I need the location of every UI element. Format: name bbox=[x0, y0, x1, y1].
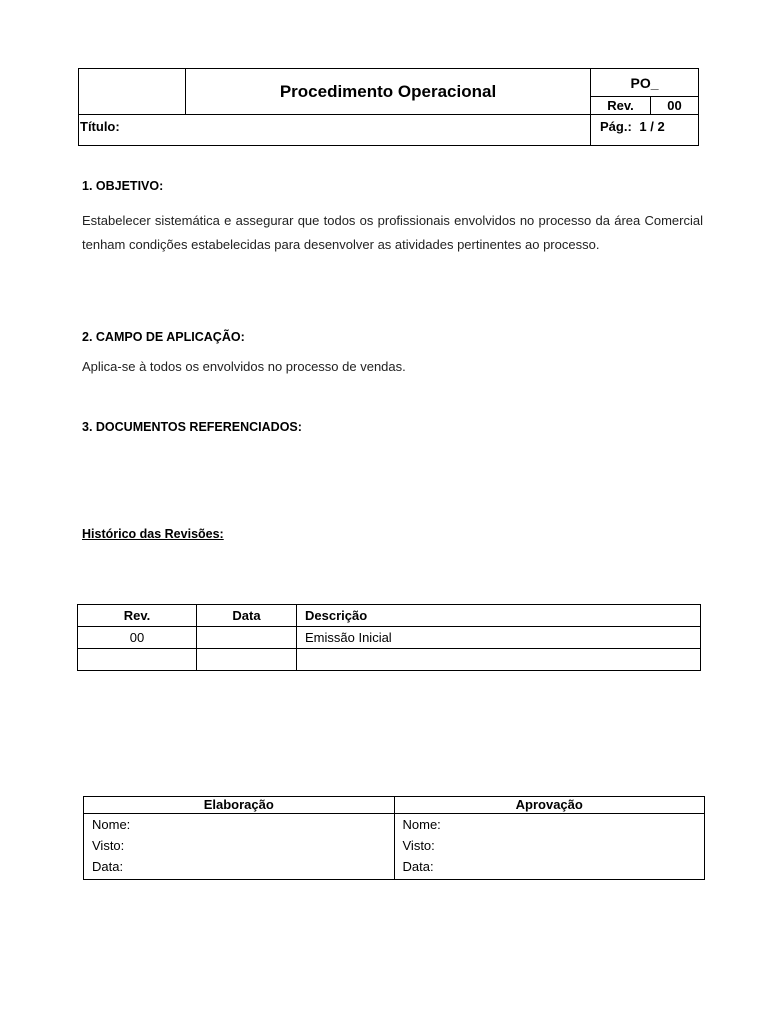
data-label: Data: bbox=[402, 859, 434, 874]
cell-rev: 00 bbox=[78, 627, 197, 649]
cell-descricao: Emissão Inicial bbox=[297, 627, 701, 649]
page-value: 1 / 2 bbox=[639, 119, 665, 134]
column-header-descricao: Descrição bbox=[297, 605, 701, 627]
column-header-elaboracao: Elaboração bbox=[84, 797, 395, 814]
visto-label: Visto: bbox=[92, 838, 125, 853]
elaboracao-cell bbox=[84, 814, 395, 880]
page-indicator bbox=[600, 119, 665, 134]
cell-descricao bbox=[297, 649, 701, 671]
section-text-campo: Aplica-se à todos os envolvidos no processo de vendas. bbox=[82, 359, 406, 374]
table-row bbox=[84, 814, 705, 880]
table-header-row bbox=[78, 605, 701, 627]
column-header-aprovacao: Aprovação bbox=[394, 797, 705, 814]
column-header-rev: Rev. bbox=[78, 605, 197, 627]
table-row bbox=[78, 649, 701, 671]
header-logo-cell bbox=[79, 69, 185, 114]
section-text-objetivo: Estabelecer sistemática e assegurar que todos os profissionais envolvidos no processo da área Comercial tenham condições estabelecidas para desenvolver as atividades pertinentes ao processo. bbox=[82, 213, 703, 252]
nome-label: Nome: bbox=[92, 817, 131, 832]
aprovacao-cell bbox=[394, 814, 705, 880]
nome-label: Nome: bbox=[402, 817, 441, 832]
document-code: PO_ bbox=[630, 75, 659, 91]
table-row bbox=[78, 627, 701, 649]
cell-rev bbox=[78, 649, 197, 671]
visto-label: Visto: bbox=[402, 838, 435, 853]
data-label: Data: bbox=[92, 859, 124, 874]
cell-data bbox=[197, 649, 297, 671]
revision-label: Rev. bbox=[607, 98, 634, 113]
history-heading: Histórico das Revisões: bbox=[82, 527, 224, 541]
page-label: Pág.: bbox=[600, 119, 632, 134]
document-title: Procedimento Operacional bbox=[279, 82, 497, 101]
section-heading-documentos: 3. DOCUMENTOS REFERENCIADOS: bbox=[82, 420, 302, 434]
section-heading-campo: 2. CAMPO DE APLICAÇÃO: bbox=[82, 330, 245, 344]
header-divider bbox=[79, 114, 698, 115]
column-header-data: Data bbox=[197, 605, 297, 627]
table-header-row bbox=[84, 797, 705, 814]
approval-table bbox=[83, 796, 705, 880]
revision-history-table bbox=[77, 604, 701, 671]
titulo-label: Título: bbox=[80, 119, 120, 134]
section-heading-objetivo: 1. OBJETIVO: bbox=[82, 179, 164, 193]
revision-value: 00 bbox=[667, 98, 682, 113]
cell-data bbox=[197, 627, 297, 649]
